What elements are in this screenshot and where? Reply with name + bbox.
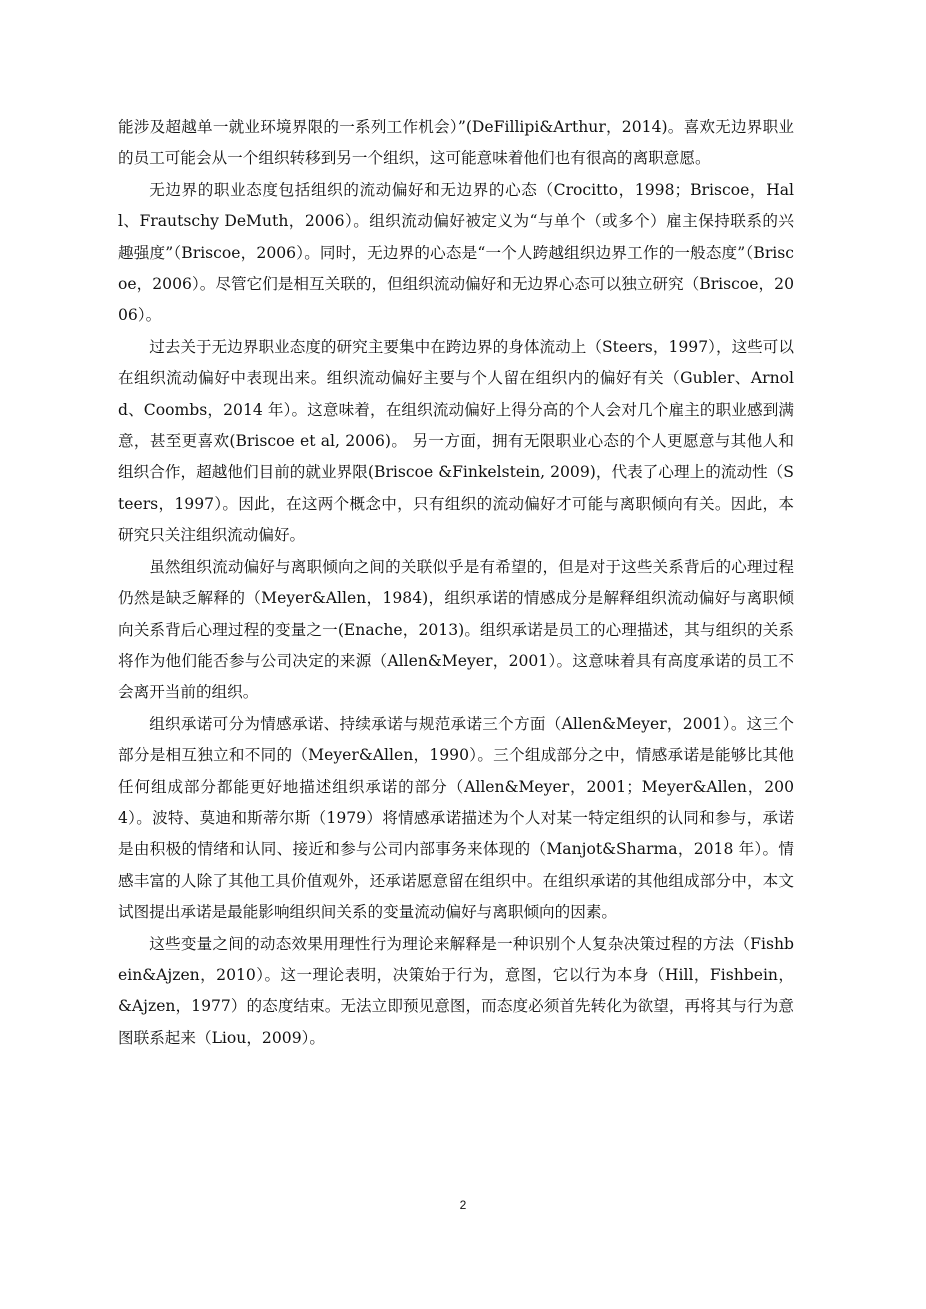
paragraph-1: 能涉及超越单一就业环境界限的一系列工作机会）”(DeFillipi&Arthur，2014)。喜欢无边界职业的员工可能会从一个组织转移到另一个组织，这可能意味着他们也有很高的离职意愿。	[118, 118, 794, 168]
page-number: 2	[459, 1198, 467, 1212]
paragraph-6: 这些变量之间的动态效果用理性行为理论来解释是一种识别个人复杂决策过程的方法（Fishbein&Ajzen，2010）。这一理论表明，决策始于行为，意图，它以行为本身（Hill，Fishbein，&Ajzen，1977）的态度结束。无法立即预见意图，而态度必须首先转化为欲望，再将其与行为意图联系起来（Liou，2009）。	[118, 934, 794, 1047]
paragraph-4: 虽然组织流动偏好与离职倾向之间的关联似乎是有希望的，但是对于这些关系背后的心理过程仍然是缺乏解释的（Meyer&Allen，1984)，组织承诺的情感成分是解释组织流动偏好与离职倾向关系背后心理过程的变量之一(Enache，2013)。组织承诺是员工的心理描述，其与组织的关系将作为他们能否参与公司决定的来源（Allen&Meyer，2001）。这意味着具有高度承诺的员工不会离开当前的组织。	[118, 557, 794, 702]
document-body	[118, 112, 794, 1054]
paragraph-3: 过去关于无边界职业态度的研究主要集中在跨边界的身体流动上（Steers，1997），这些可以在组织流动偏好中表现出来。组织流动偏好主要与个人留在组织内的偏好有关（Gubler、Arnold、Coombs，2014 年）。这意味着，在组织流动偏好上得分高的个人会对几个雇主的职业感到满意，甚至更喜欢(Briscoe et al, 2006)。 另一方面，拥有无限职业心态的个人更愿意与其他人和组织合作，超越他们目前的就业界限(Briscoe &Finkelstein, 2009)，代表了心理上的流动性（Steers，1997）。因此，在这两个概念中，只有组织的流动偏好才可能与离职倾向有关。因此，本研究只关注组织流动偏好。	[118, 337, 794, 545]
paragraph-2: 无边界的职业态度包括组织的流动偏好和无边界的心态（Crocitto，1998；Briscoe，Hall、Frautschy DeMuth，2006）。组织流动偏好被定义为“与单个（或多个）雇主保持联系的兴趣强度”（Briscoe，2006）。同时，无边界的心态是“一个人跨越组织边界工作的一般态度”（Briscoe，2006）。尽管它们是相互关联的，但组织流动偏好和无边界心态可以独立研究（Briscoe，2006）。	[118, 180, 794, 325]
paragraph-5: 组织承诺可分为情感承诺、持续承诺与规范承诺三个方面（Allen&Meyer，2001）。这三个部分是相互独立和不同的（Meyer&Allen，1990）。三个组成部分之中，情感承诺是能够比其他任何组成部分都能更好地描述组织承诺的部分（Allen&Meyer，2001；Meyer&Allen，2004）。波特、莫迪和斯蒂尔斯（1979）将情感承诺描述为个人对某一特定组织的认同和参与，承诺是由积极的情绪和认同、接近和参与公司内部事务来体现的（Manjot&Sharma，2018 年）。情感丰富的人除了其他工具价值观外，还承诺愿意留在组织中。在组织承诺的其他组成部分中，本文试图提出承诺是最能影响组织间关系的变量流动偏好与离职倾向的因素。	[118, 714, 794, 922]
